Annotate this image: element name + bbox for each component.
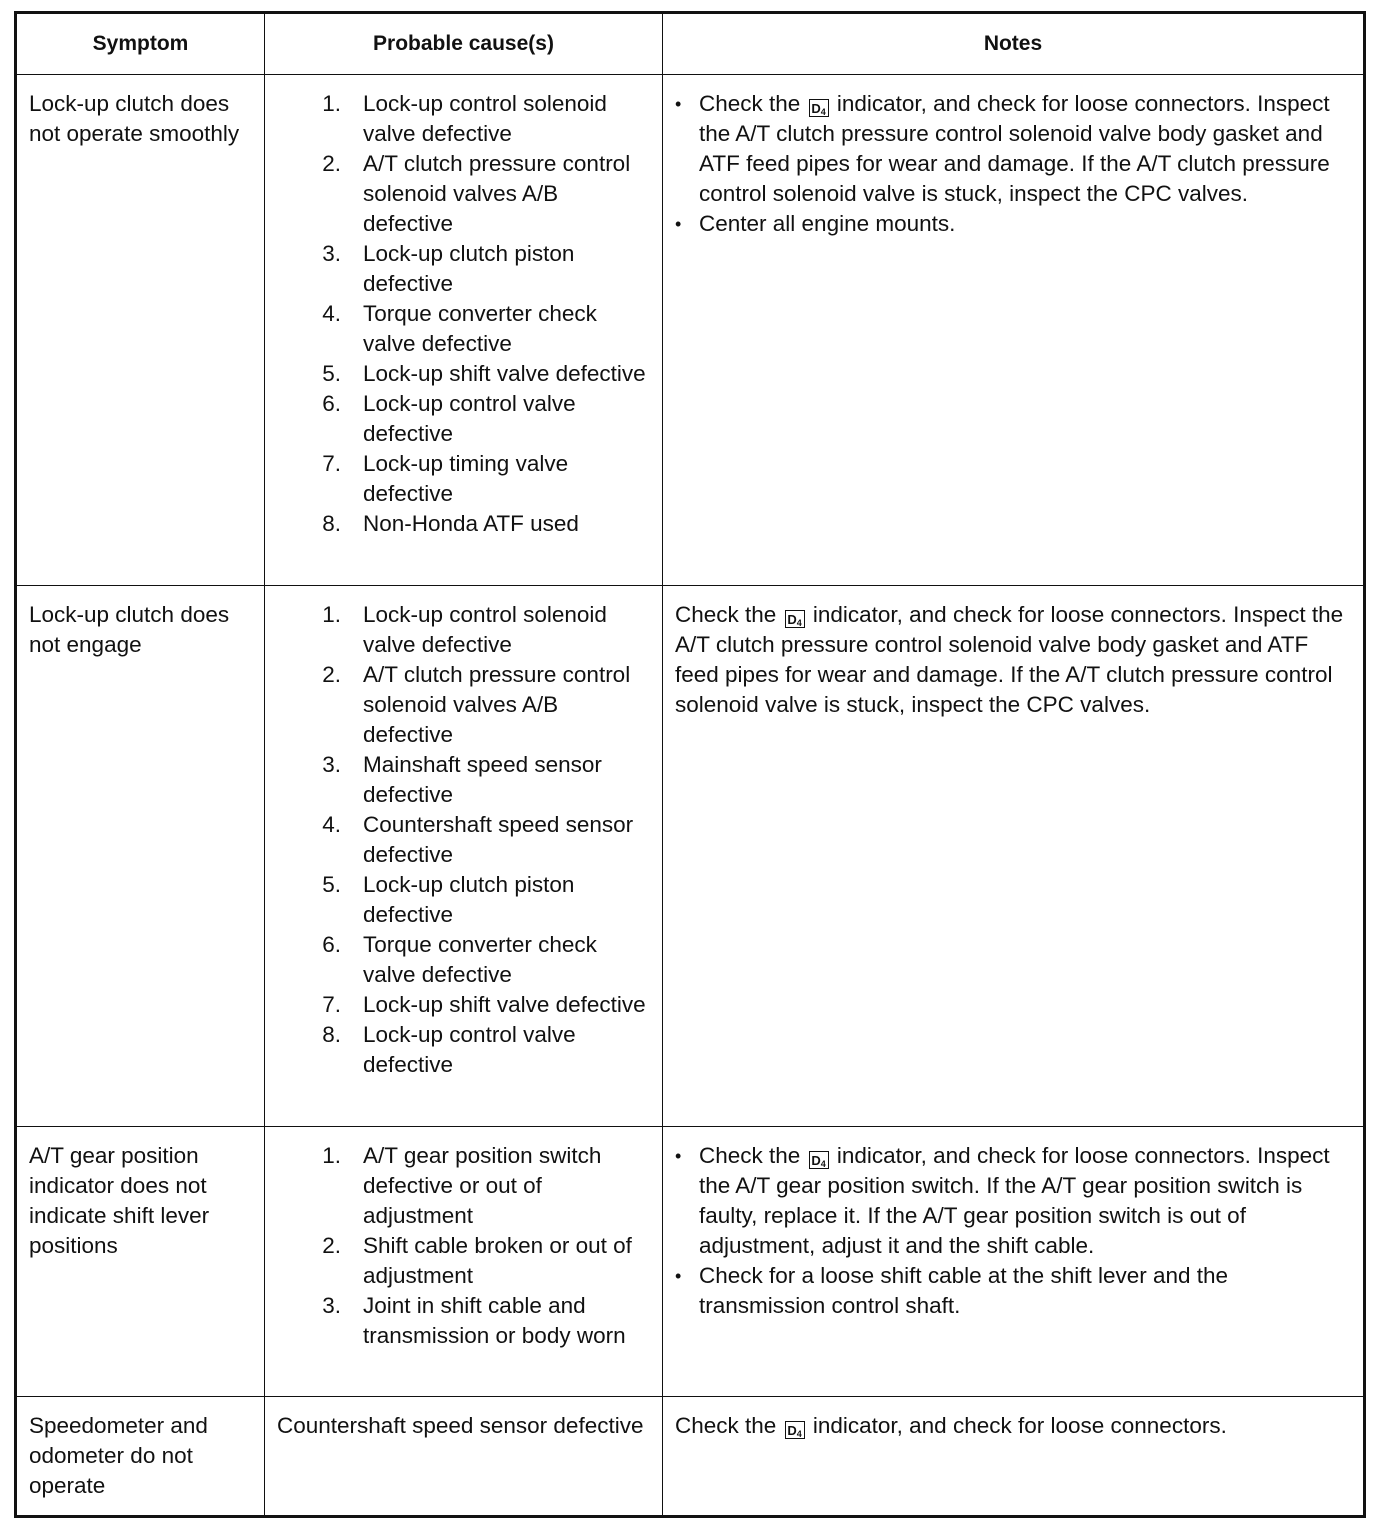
- cause-item: 2. A/T clutch pressure control solenoid valves A/B defective: [307, 149, 652, 239]
- cause-number: 4.: [322, 301, 341, 326]
- cause-number: 4.: [322, 812, 341, 837]
- cause-number: 2.: [322, 151, 341, 176]
- cause-item: 2. A/T clutch pressure control solenoid valves A/B defective: [307, 660, 652, 750]
- causes-cell: [265, 75, 663, 586]
- cause-item: 1. Lock-up control solenoid valve defective: [307, 89, 652, 149]
- cause-number: 6.: [322, 391, 341, 416]
- causes-cell: [265, 1127, 663, 1397]
- d4-indicator-icon: D4: [809, 1151, 829, 1169]
- troubleshooting-table: [14, 11, 1366, 1518]
- cause-item: 4. Countershaft speed sensor defective: [307, 810, 652, 870]
- header-row: [16, 13, 1365, 75]
- table-row: [16, 1127, 1365, 1397]
- header-probable-causes: Probable cause(s): [265, 13, 663, 75]
- cause-number: 5.: [322, 872, 341, 897]
- cause-number: 1.: [322, 91, 341, 116]
- note-item: • Check the D4 indicator, and check for loose connectors. Inspect the A/T clutch pressure control solenoid valve body gasket and ATF feed pipes for wear and damage. If the A/T clutch pressure control solenoid valve is stuck, inspect the CPC valves.: [675, 89, 1353, 209]
- notes-list: [675, 1141, 1353, 1321]
- cause-number: 2.: [322, 662, 341, 687]
- cause-number: 7.: [322, 451, 341, 476]
- table-row: [16, 586, 1365, 1127]
- cause-number: 6.: [322, 932, 341, 957]
- cause-item: 7. Lock-up timing valve defective: [307, 449, 652, 509]
- cause-item: 8. Lock-up control valve defective: [307, 1020, 652, 1080]
- notes-cell: Check the D4 indicator, and check for loose connectors. Inspect the A/T clutch pressure control solenoid valve body gasket and ATF feed pipes for wear and damage. If the A/T clutch pressure control solenoid valve is stuck, inspect the CPC valves.: [663, 586, 1365, 1127]
- notes-cell: [663, 1127, 1365, 1397]
- cause-item: 3. Mainshaft speed sensor defective: [307, 750, 652, 810]
- cause-list: [277, 600, 652, 1080]
- cause-list: [277, 1141, 652, 1351]
- cause-list: [277, 89, 652, 539]
- cause-item: 1. Lock-up control solenoid valve defective: [307, 600, 652, 660]
- cause-number: 1.: [322, 602, 341, 627]
- note-item: • Check the D4 indicator, and check for loose connectors. Inspect the A/T gear position switch. If the A/T gear position switch is faulty, replace it. If the A/T gear position switch is out of adjustment, adjust it and the shift cable.: [675, 1141, 1353, 1261]
- cause-number: 8.: [322, 1022, 341, 1047]
- d4-indicator-icon: D4: [809, 99, 829, 117]
- cause-number: 2.: [322, 1233, 341, 1258]
- cause-number: 3.: [322, 752, 341, 777]
- cause-item: 3. Joint in shift cable and transmission or body worn: [307, 1291, 652, 1351]
- causes-cell: Countershaft speed sensor defective: [265, 1397, 663, 1517]
- symptom-cell: A/T gear position indicator does not indicate shift lever positions: [16, 1127, 265, 1397]
- cause-item: 6. Torque converter check valve defective: [307, 930, 652, 990]
- causes-cell: [265, 586, 663, 1127]
- notes-cell: [663, 75, 1365, 586]
- cause-item: 5. Lock-up clutch piston defective: [307, 870, 652, 930]
- cause-number: 3.: [322, 241, 341, 266]
- symptom-cell: Lock-up clutch does not engage: [16, 586, 265, 1127]
- d4-indicator-icon: D4: [785, 610, 805, 628]
- cause-item: 5. Lock-up shift valve defective: [307, 359, 652, 389]
- cause-number: 7.: [322, 992, 341, 1017]
- symptom-cell: Lock-up clutch does not operate smoothly: [16, 75, 265, 586]
- note-item: • Check for a loose shift cable at the shift lever and the transmission control shaft.: [675, 1261, 1353, 1321]
- cause-item: 3. Lock-up clutch piston defective: [307, 239, 652, 299]
- cause-number: 3.: [322, 1293, 341, 1318]
- cause-number: 8.: [322, 511, 341, 536]
- cause-item: 4. Torque converter check valve defective: [307, 299, 652, 359]
- cause-number: 5.: [322, 361, 341, 386]
- notes-list: [675, 89, 1353, 239]
- table-row: [16, 1397, 1365, 1517]
- cause-item: 6. Lock-up control valve defective: [307, 389, 652, 449]
- symptom-cell: Speedometer and odometer do not operate: [16, 1397, 265, 1517]
- cause-item: 1. A/T gear position switch defective or out of adjustment: [307, 1141, 652, 1231]
- header-notes: Notes: [663, 13, 1365, 75]
- notes-cell: Check the D4 indicator, and check for loose connectors.: [663, 1397, 1365, 1517]
- cause-number: 1.: [322, 1143, 341, 1168]
- d4-indicator-icon: D4: [785, 1421, 805, 1439]
- header-symptom: Symptom: [16, 13, 265, 75]
- troubleshooting-table-container: [14, 11, 1363, 1518]
- cause-item: 7. Lock-up shift valve defective: [307, 990, 652, 1020]
- cause-item: 8. Non-Honda ATF used: [307, 509, 652, 539]
- table-row: [16, 75, 1365, 586]
- cause-item: 2. Shift cable broken or out of adjustment: [307, 1231, 652, 1291]
- note-item: • Center all engine mounts.: [675, 209, 1353, 239]
